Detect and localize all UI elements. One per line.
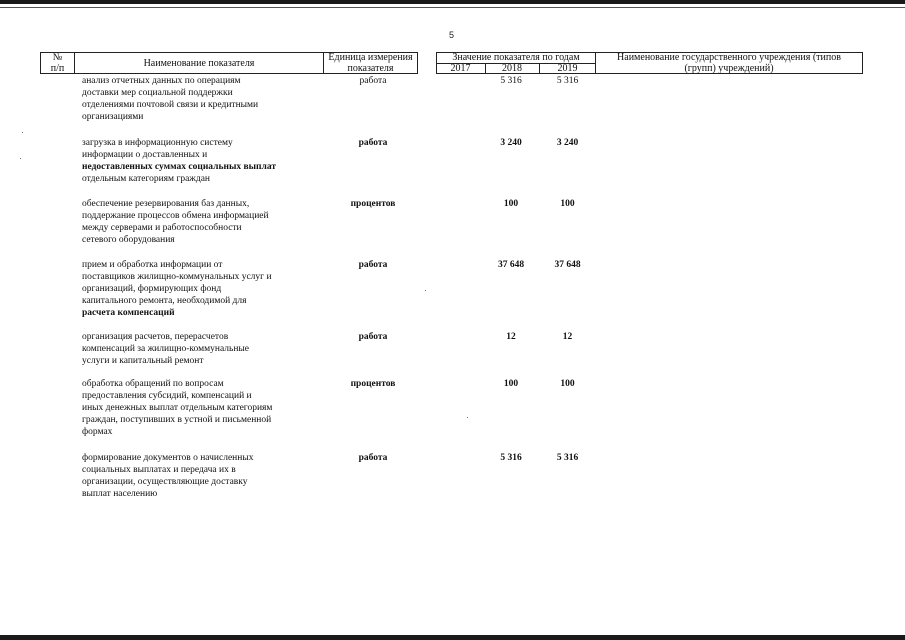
row-unit: работа xyxy=(359,76,387,86)
row-unit: работа xyxy=(358,332,388,342)
row-unit: процентов xyxy=(350,379,396,389)
scan-border-top xyxy=(0,0,905,4)
row-value-2018: 100 xyxy=(503,379,519,389)
row-name: обработка обращений по вопросам предоставления субсидий, компенсаций и иных денежных выплат отдельным категориям граждан, поступивших в устной и письменной формах xyxy=(82,379,273,437)
header-name-label: Наименование показателя xyxy=(143,58,255,69)
header-institution-line2: (групп) учреждений) xyxy=(684,63,774,74)
row-name: загрузка в информационную систему информации о доставленных и недоставленных суммах социальных выплат отдельным категориям граждан xyxy=(82,138,277,184)
row-unit: работа xyxy=(358,260,388,270)
row-value-2019: 3 240 xyxy=(556,138,579,148)
scan-border-bottom xyxy=(0,635,905,640)
row-value-2018: 3 240 xyxy=(500,138,522,148)
row-value-2018: 100 xyxy=(503,199,519,209)
row-value-2019: 5 316 xyxy=(556,453,579,463)
header-unit-line1: Единица измерения xyxy=(328,52,413,63)
row-value-2018: 5 316 xyxy=(500,76,522,86)
row-name: прием и обработка информации от поставщиков жилищно-коммунальных услуг и организаций, формирующих фонд капитального ремонта, необходимой для расчета компенсаций xyxy=(82,260,272,318)
scan-speck xyxy=(425,290,426,291)
header-unit-line2: показателя xyxy=(347,63,394,74)
page-number: 5 xyxy=(449,30,455,40)
header-number-line2: п/п xyxy=(50,63,65,74)
row-name: обеспечение резервирования баз данных, поддержание процессов обмена информацией между серверами и работоспособности сетевого оборудования xyxy=(82,199,269,245)
row-value-2019: 37 648 xyxy=(554,260,581,270)
row-value-2018: 12 xyxy=(506,332,516,342)
row-name: анализ отчетных данных по операциям доставки мер социальной поддержки отделениями почтовой связи и кредитными организациями xyxy=(82,76,259,122)
row-value-2019: 100 xyxy=(560,379,575,389)
scan-speck xyxy=(467,417,468,418)
row-value-2019: 12 xyxy=(562,332,573,342)
row-unit: работа xyxy=(358,453,388,463)
header-year-2017: 2017 xyxy=(450,63,471,74)
row-unit: работа xyxy=(358,138,388,148)
row-name: организация расчетов, перерасчетов компенсаций за жилищно-коммунальные услуги и капитальный ремонт xyxy=(82,332,250,366)
header-institution-line1: Наименование государственного учреждения (типов xyxy=(617,52,841,63)
row-value-2019: 100 xyxy=(560,199,575,209)
scan-line-top xyxy=(0,7,905,8)
row-value-2018: 37 648 xyxy=(497,260,525,270)
header-year-2018: 2018 xyxy=(502,63,522,74)
scan-speck xyxy=(22,132,23,133)
row-value-2019: 5 316 xyxy=(556,76,579,86)
header-values-label: Значение показателя по годам xyxy=(452,52,580,63)
header-year-2019: 2019 xyxy=(557,63,578,74)
row-unit: процентов xyxy=(350,199,396,209)
scan-speck xyxy=(20,158,21,159)
row-value-2018: 5 316 xyxy=(500,453,522,463)
row-name: формирование документов о начисленных социальных выплатах и передача их в организации, осуществляющие доставку выплат населению xyxy=(82,453,254,499)
header-number-line1: № xyxy=(52,52,63,63)
